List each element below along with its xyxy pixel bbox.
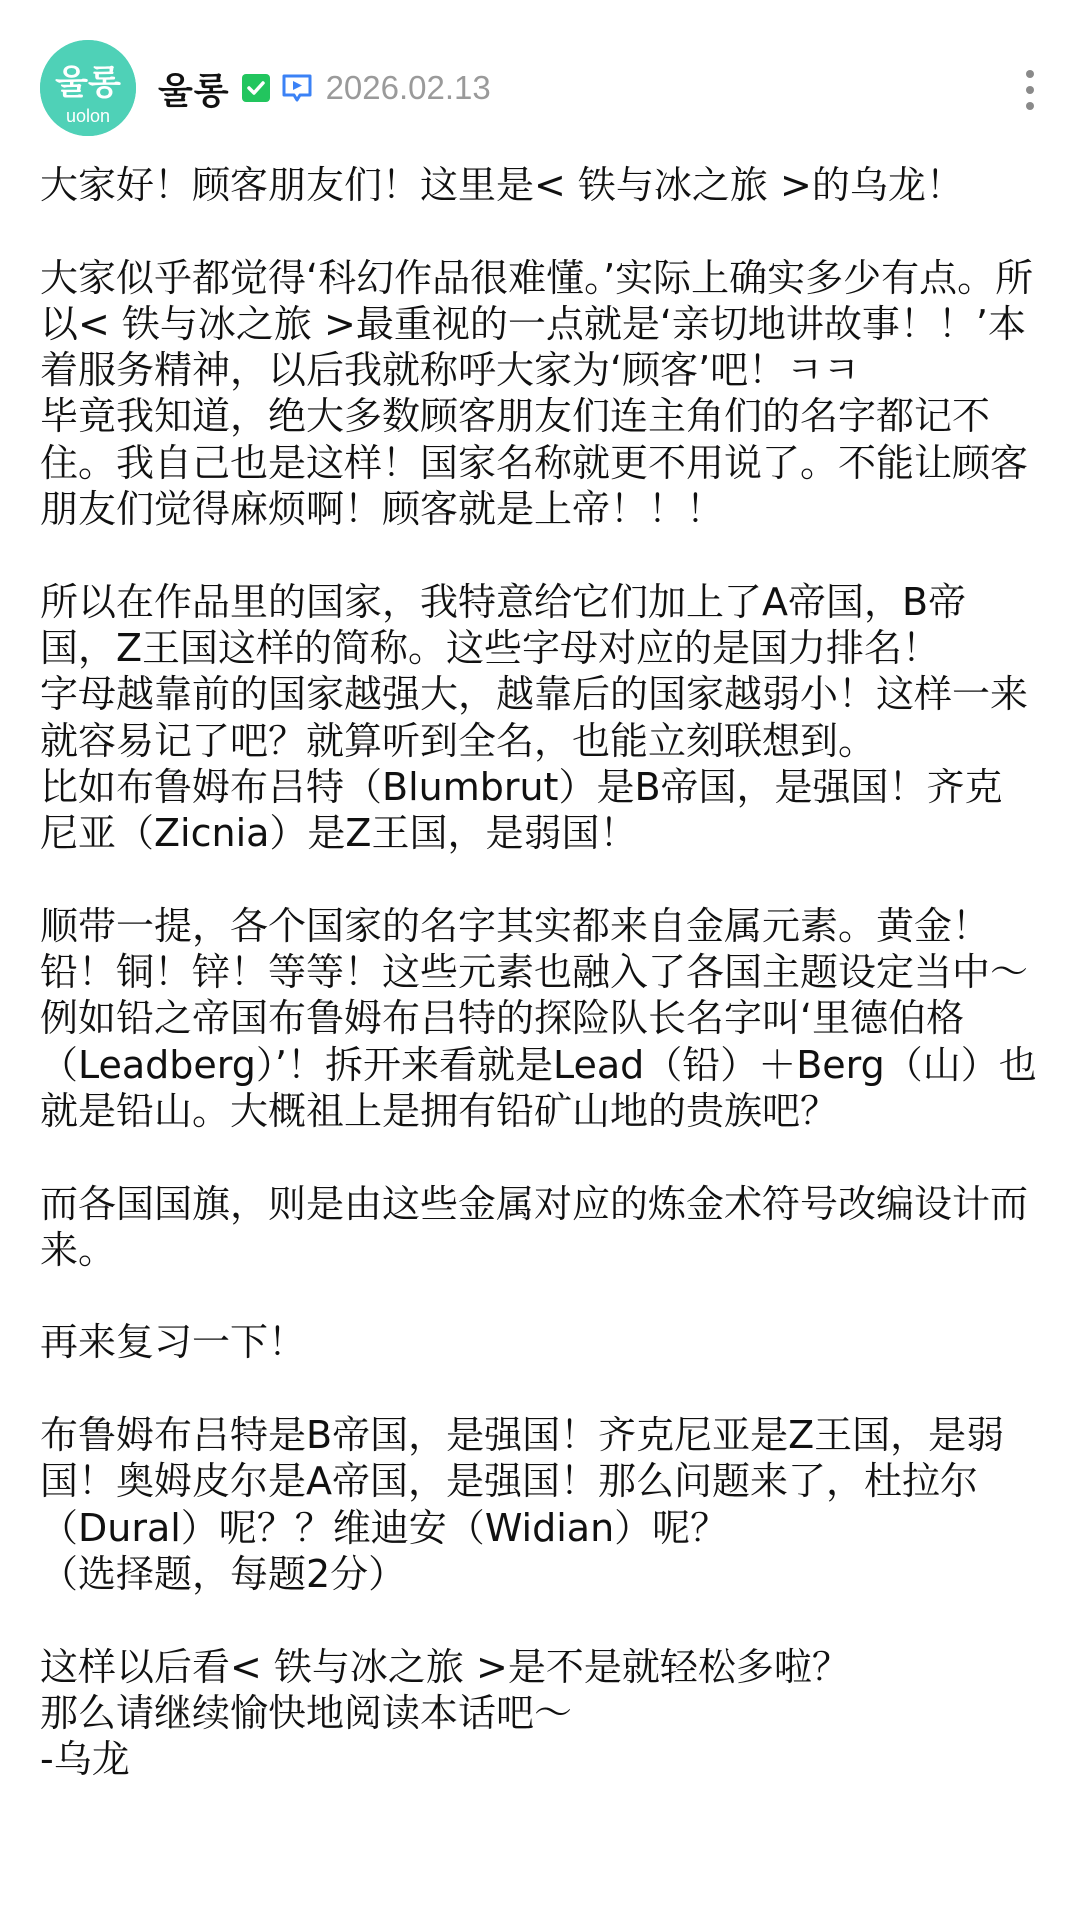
avatar-logo-subtext: uolon — [65, 106, 111, 126]
avatar-logo-text: 울롱 — [55, 63, 121, 103]
post-body — [40, 162, 1040, 1782]
paragraph-metal-elements: 顺带一提，各个国家的名字其实都来自金属元素。黄金！铅！铜！锌！等等！这些元素也融入了各国主题设定当中～例如铅之帝国布鲁姆布吕特的探险队长名字叫‘里德伯格（Leadberg）’！拆开来看就是Lead（铅）＋Berg（山）也就是铅山。大概祖上是拥有铅矿山地的贵族吧？ — [40, 903, 1037, 1133]
paragraph-quiz: 布鲁姆布吕特是B帝国，是强国！齐克尼亚是Z王国，是弱国！奥姆皮尔是A帝国，是强国！那么问题来了，杜拉尔（Dural）呢？？维迪安（Widian）呢？ （选择题，每题2分） — [40, 1413, 1005, 1596]
paragraph-review-title: 再来复习一下！ — [40, 1320, 307, 1365]
paragraph-country-naming: 所以在作品里的国家，我特意给它们加上了A帝国，B帝国，Z王国这样的简称。这些字母对应的是国力排名！ 字母越靠前的国家越强大，越靠后的国家越弱小！这样一来就容易记了吧？就算听到全名，也能立刻联想到。 比如布鲁姆布吕特（Blumbrut）是B帝国，是强国！齐克尼亚（Zicnia）是Z王国，是弱国！ — [40, 579, 1029, 856]
paragraph-flags: 而各国国旗，则是由这些金属对应的炼金术符号改编设计而来。 — [40, 1181, 1029, 1272]
more-options-button[interactable] — [1010, 68, 1050, 112]
verified-check-icon — [240, 72, 272, 104]
paragraph-greeting: 大家好！顾客朋友们！这里是< 铁与冰之旅 >的乌龙！ — [40, 163, 964, 207]
post-date: 2026.02.13 — [325, 69, 491, 106]
creator-play-icon — [280, 71, 314, 105]
author-avatar[interactable] — [40, 40, 136, 136]
author-name[interactable]: 울롱 — [158, 70, 230, 112]
paragraph-closing: 这样以后看< 铁与冰之旅 >是不是就轻松多啦？ 那么请继续愉快地阅读本话吧～ -乌龙 — [40, 1644, 850, 1782]
more-vertical-icon — [1026, 70, 1034, 78]
author-line — [158, 64, 491, 112]
avatar-logo-icon — [40, 40, 136, 136]
paragraph-intro: 大家似乎都觉得‘科幻作品很难懂。’实际上确实多少有点。所以< 铁与冰之旅 >最重视的一点就是‘亲切地讲故事！！’本着服务精神，以后我就称呼大家为‘顾客’吧！ㅋㅋ 毕竟我知道，绝大多数顾客朋友们连主角们的名字都记不住。我自己也是这样！国家名称就更不用说了。不能让顾客朋友们觉得麻烦啊！顾客就是上帝！！！ — [40, 255, 1034, 532]
post-header — [0, 0, 1080, 170]
